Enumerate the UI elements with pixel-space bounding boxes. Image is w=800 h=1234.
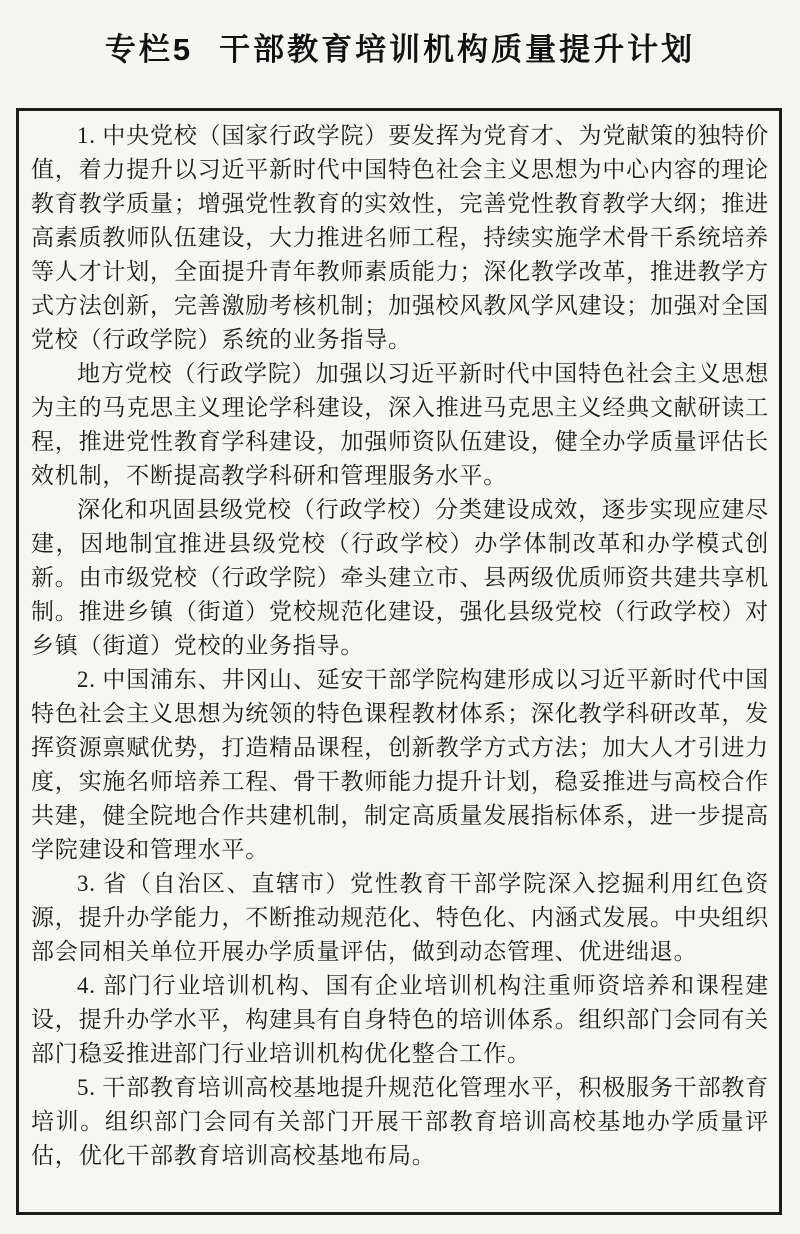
paragraph: 3. 省（自治区、直辖市）党性教育干部学院深入挖掘利用红色资源，提升办学能力，不断推动规范化、特色化、内涵式发展。中央组织部会同相关单位开展办学质量评估，做到动态管理、优进绌退。 bbox=[31, 871, 769, 964]
paragraph: 2. 中国浦东、井冈山、延安干部学院构建形成以习近平新时代中国特色社会主义思想为统领的特色课程教材体系；深化教学科研改革，发挥资源禀赋优势，打造精品课程，创新教学方式方法；加大人才引进力度，实施名师培养工程、骨干教师能力提升计划，稳妥推进与高校合作共建，健全院地合作共建机制，制定高质量发展指标体系，进一步提高学院建设和管理水平。 bbox=[31, 667, 769, 862]
paragraph: 5. 干部教育培训高校基地提升规范化管理水平，积极服务干部教育培训。组织部门会同有关部门开展干部教育培训高校基地办学质量评估，优化干部教育培训高校基地布局。 bbox=[31, 1075, 769, 1168]
content-box bbox=[16, 108, 782, 1215]
page-title bbox=[0, 24, 800, 69]
paragraph: 地方党校（行政学院）加强以习近平新时代中国特色社会主义思想为主的马克思主义理论学科建设，深入推进马克思主义经典文献研读工程，推进党性教育学科建设，加强师资队伍建设，健全办学质量评估长效机制，不断提高教学科研和管理服务水平。 bbox=[31, 361, 769, 488]
column-label: 专栏5 bbox=[104, 32, 194, 67]
paragraph: 深化和巩固县级党校（行政学校）分类建设成效，逐步实现应建尽建，因地制宜推进县级党校（行政学校）办学体制改革和办学模式创新。由市级党校（行政学院）牵头建立市、县两级优质师资共建共享机制。推进乡镇（街道）党校规范化建设，强化县级党校（行政学校）对乡镇（街道）党校的业务指导。 bbox=[31, 497, 769, 658]
column-name: 干部教育培训机构质量提升计划 bbox=[219, 32, 696, 67]
paragraph: 4. 部门行业培训机构、国有企业培训机构注重师资培养和课程建设，提升办学水平，构建具有自身特色的培训体系。组织部门会同有关部门稳妥推进部门行业培训机构优化整合工作。 bbox=[31, 973, 769, 1066]
paragraph: 1. 中央党校（国家行政学院）要发挥为党育才、为党献策的独特价值，着力提升以习近平新时代中国特色社会主义思想为中心内容的理论教育教学质量；增强党性教育的实效性，完善党性教育教学大纲；推进高素质教师队伍建设，大力推进名师工程，持续实施学术骨干系统培养等人才计划，全面提升青年教师素质能力；深化教学改革，推进教学方式方法创新，完善激励考核机制；加强校风教风学风建设；加强对全国党校（行政学院）系统的业务指导。 bbox=[31, 123, 769, 352]
